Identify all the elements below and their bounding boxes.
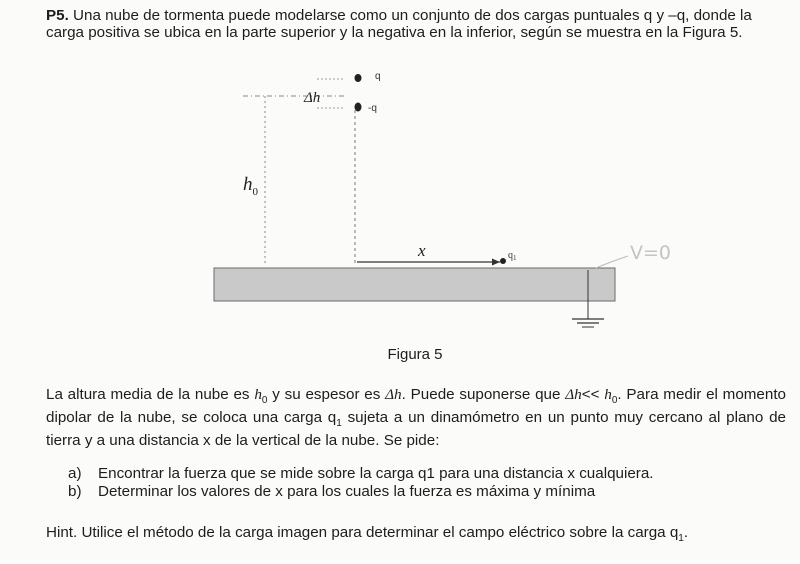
task-list <box>68 465 654 501</box>
delta-h-label: Δh <box>304 90 321 106</box>
q1-charge <box>500 258 506 264</box>
negative-charge <box>355 103 362 112</box>
ground-plane <box>214 268 615 301</box>
x-label: x <box>418 241 426 260</box>
q-pos-label: q <box>375 71 381 82</box>
problem-text: Una nube de tormenta puede modelarse como un conjunto de dos cargas puntuales q y –q, donde la carga positiva se ubica en la parte superior y la negativa en la inferior, según se muestra en la Figura 5. <box>46 7 752 41</box>
x-arrow-head <box>492 259 500 266</box>
figure-5 <box>0 60 800 360</box>
problem-statement <box>46 7 788 41</box>
q-neg-label: -q <box>368 103 377 114</box>
figure-caption: Figura 5 <box>387 346 443 363</box>
v-zero-pointer <box>596 256 628 268</box>
list-item: b) Determinar los valores de x para los cuales la fuerza es máxima y mínima <box>68 483 596 500</box>
v-zero-annotation: V=0 <box>630 242 672 264</box>
hint-text: Hint. Utilice el método de la carga imagen para determinar el campo eléctrico sobre la carga $q_1$. <box>46 524 689 545</box>
problem-paragraph: La altura media de la nube es $h_0$ y su espesor es Δh. Puede suponerse que $\Delta h<< h_0$. Para medir el momento dipolar de la nube, se coloca una carga $q_1$ sujeta a un dinamómetro en un punto muy cercano al plano de tierra y a una distancia x de la vertical de la nube. Se pide: <box>46 386 786 450</box>
list-item: a) Encontrar la fuerza que se mide sobre la carga q1 para una distancia x cualquiera. <box>68 465 654 482</box>
h0-label: $h_0$ <box>243 174 258 198</box>
q1-label: $q_1$ <box>508 250 517 262</box>
problem-label: P5. <box>46 7 69 24</box>
positive-charge <box>355 74 362 82</box>
